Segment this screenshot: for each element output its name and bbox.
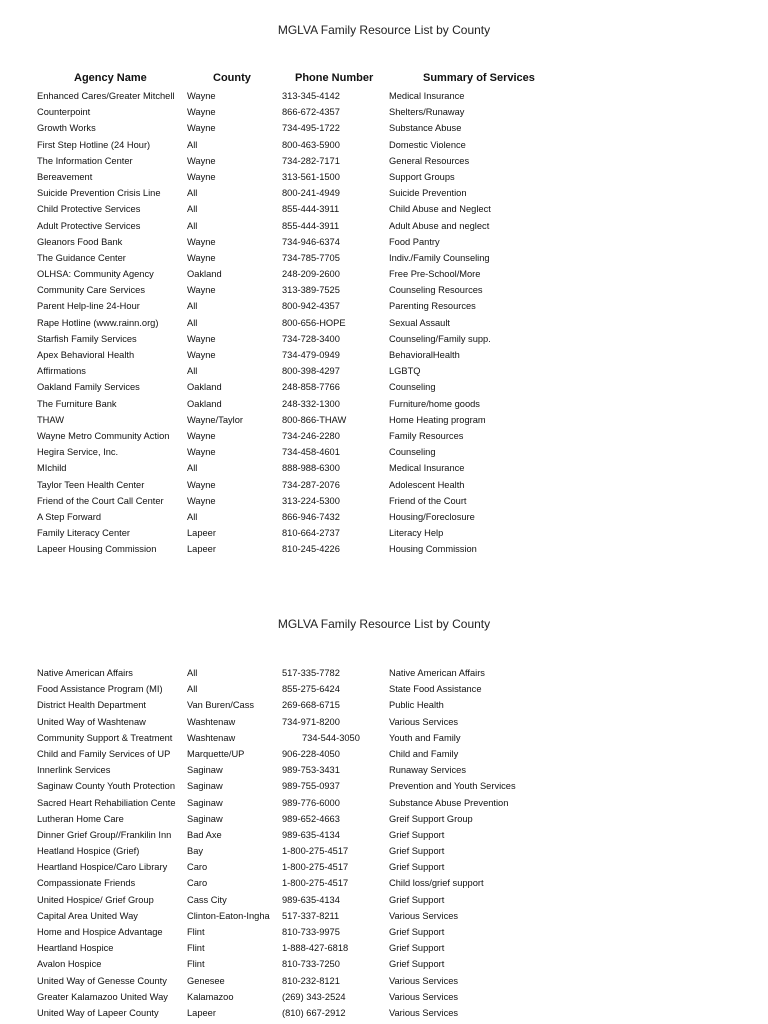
services-cell: Grief Support <box>389 959 445 970</box>
table-row <box>37 859 757 875</box>
phone-number-cell: 734-479-0949 <box>282 350 340 360</box>
agency-name-cell: District Health Department <box>37 700 147 711</box>
services-cell: Various Services <box>389 975 459 986</box>
county-cell: Wayne <box>187 123 216 134</box>
agency-name-cell: United Way of Genesse County <box>37 975 167 986</box>
agency-name-cell: Taylor Teen Health Center <box>37 479 145 490</box>
services-cell: Counseling <box>389 447 436 458</box>
services-cell: Domestic Violence <box>389 139 466 150</box>
services-cell: Housing/Foreclosure <box>389 511 475 522</box>
agency-name-cell: Suicide Prevention Crisis Line <box>37 188 161 199</box>
agency-name-cell: The Furniture Bank <box>37 398 117 409</box>
phone-number-cell: 248-209-2600 <box>282 269 340 280</box>
services-cell: Furniture/home goods <box>389 398 480 409</box>
table-row <box>37 412 757 428</box>
county-cell: Wayne <box>187 447 216 458</box>
services-cell: Grief Support <box>389 829 445 840</box>
table-row <box>37 924 757 940</box>
agency-name-cell: Innerlink Services <box>37 765 111 776</box>
county-cell: All <box>187 317 198 328</box>
county-cell: Flint <box>187 959 205 970</box>
county-cell: All <box>187 301 198 312</box>
table-row <box>37 778 757 794</box>
county-cell: Wayne <box>187 333 216 344</box>
county-cell: All <box>187 220 198 231</box>
resource-table-page-2 <box>37 665 757 1021</box>
county-cell: Washtenaw <box>187 716 236 727</box>
agency-name-cell: The Information Center <box>37 155 133 166</box>
services-cell: LGBTQ <box>389 366 421 377</box>
table-row <box>37 795 757 811</box>
phone-number-cell: 734-458-4601 <box>282 447 340 458</box>
agency-name-cell: Bereavement <box>37 171 93 182</box>
services-cell: Grief Support <box>389 927 445 937</box>
county-cell: Lapeer <box>187 528 216 539</box>
agency-name-cell: Counterpoint <box>37 107 91 118</box>
services-cell: Literacy Help <box>389 528 444 539</box>
phone-number-cell: 810-733-9975 <box>282 927 340 937</box>
services-cell: Grief Support <box>389 862 445 873</box>
county-cell: Marquette/UP <box>187 748 245 759</box>
county-cell: Flint <box>187 927 205 937</box>
phone-number-cell: 906-228-4050 <box>282 748 340 759</box>
table-row <box>37 250 757 266</box>
phone-number-cell: 989-776-6000 <box>282 797 340 808</box>
services-cell: Suicide Prevention <box>389 188 467 199</box>
agency-name-cell: Child and Family Services of UP <box>37 748 171 759</box>
agency-name-cell: Lapeer Housing Commission <box>37 544 157 555</box>
table-row <box>37 363 757 379</box>
county-cell: Lapeer <box>187 544 216 555</box>
services-cell: Counseling <box>389 382 436 393</box>
county-cell: Saginaw <box>187 765 223 776</box>
table-row <box>37 331 757 347</box>
services-cell: Medical Insurance <box>389 463 465 474</box>
phone-number-cell: 800-942-4357 <box>282 301 340 312</box>
county-cell: Saginaw <box>187 797 223 808</box>
agency-name-cell: OLHSA: Community Agency <box>37 269 154 280</box>
county-cell: Oakland <box>187 382 222 393</box>
phone-number-cell: 248-332-1300 <box>282 398 340 409</box>
agency-name-cell: United Way of Lapeer County <box>37 1007 159 1018</box>
table-row <box>37 298 757 314</box>
services-cell: Child and Family <box>389 748 459 759</box>
agency-name-cell: Compassionate Friends <box>37 878 136 889</box>
county-cell: Van Buren/Cass <box>187 700 255 711</box>
phone-number-cell: 800-463-5900 <box>282 139 340 150</box>
agency-name-cell: Food Assistance Program (MI) <box>37 684 163 695</box>
county-cell: Wayne <box>187 155 216 166</box>
county-cell: Wayne <box>187 350 216 360</box>
table-row <box>37 477 757 493</box>
table-row <box>37 541 757 557</box>
services-cell: Grief Support <box>389 943 445 954</box>
table-row <box>37 444 757 460</box>
services-cell: Native American Affairs <box>389 668 485 678</box>
agency-name-cell: Family Literacy Center <box>37 528 130 539</box>
phone-number-cell: 734-971-8200 <box>282 716 340 727</box>
services-cell: Adult Abuse and neglect <box>389 220 490 231</box>
services-cell: Grief Support <box>389 846 445 857</box>
table-row <box>37 875 757 891</box>
county-cell: All <box>187 684 198 695</box>
phone-number-cell: 517-337-8211 <box>282 910 340 921</box>
phone-number-cell: 1-888-427-6818 <box>282 943 349 954</box>
table-row <box>37 266 757 282</box>
county-cell: Wayne <box>187 495 216 506</box>
phone-number-cell: 1-800-275-4517 <box>282 878 349 889</box>
resource-table-page-1 <box>37 88 757 557</box>
phone-number-cell: 313-561-1500 <box>282 171 340 182</box>
services-cell: Child Abuse and Neglect <box>389 204 491 215</box>
services-cell: Substance Abuse <box>389 123 462 134</box>
county-cell: Caro <box>187 862 208 873</box>
services-cell: Food Pantry <box>389 236 440 247</box>
phone-number-cell: 313-345-4142 <box>282 91 340 101</box>
phone-number-cell: 734-246-2280 <box>282 430 340 441</box>
table-row <box>37 697 757 713</box>
agency-name-cell: MIchild <box>37 463 67 474</box>
services-cell: Counseling/Family supp. <box>389 333 491 344</box>
services-cell: Various Services <box>389 716 459 727</box>
table-row <box>37 315 757 331</box>
county-cell: Saginaw <box>187 813 223 824</box>
phone-number-cell: 866-946-7432 <box>282 511 340 522</box>
agency-name-cell: Child Protective Services <box>37 204 141 215</box>
county-cell: Wayne <box>187 236 216 247</box>
table-row <box>37 730 757 746</box>
table-row <box>37 681 757 697</box>
phone-number-cell: 855-444-3911 <box>282 220 340 231</box>
county-cell: Kalamazoo <box>187 991 234 1002</box>
services-cell: Various Services <box>389 1007 459 1018</box>
agency-name-cell: Heartland Hospice <box>37 943 114 954</box>
county-cell: Wayne <box>187 285 216 296</box>
phone-number-cell: 810-733-7250 <box>282 959 340 970</box>
county-cell: All <box>187 463 198 474</box>
agency-name-cell: Community Care Services <box>37 285 145 296</box>
table-row <box>37 347 757 363</box>
county-cell: All <box>187 204 198 215</box>
agency-name-cell: THAW <box>37 414 65 425</box>
page-title: MGLVA Family Resource List by County <box>277 23 491 37</box>
county-cell: Saginaw <box>187 781 223 792</box>
table-row <box>37 843 757 859</box>
phone-number-cell: 855-444-3911 <box>282 204 340 215</box>
table-row <box>37 201 757 217</box>
services-cell: Support Groups <box>389 171 455 182</box>
services-cell: Greif Support Group <box>389 813 473 824</box>
phone-number-cell: 810-664-2737 <box>282 528 340 539</box>
table-row <box>37 88 757 104</box>
agency-name-cell: Community Support & Treatment <box>37 732 173 743</box>
table-row <box>37 525 757 541</box>
services-cell: Home Heating program <box>389 414 486 425</box>
table-row <box>37 428 757 444</box>
agency-name-cell: Friend of the Court Call Center <box>37 495 164 506</box>
table-row <box>37 396 757 412</box>
county-cell: Wayne <box>187 430 216 441</box>
phone-number-cell: 989-755-0937 <box>282 781 340 792</box>
phone-number-cell: 313-224-5300 <box>282 495 340 506</box>
services-cell: Various Services <box>389 991 459 1002</box>
phone-number-cell: (269) 343-2524 <box>282 991 346 1002</box>
county-cell: Wayne <box>187 91 216 101</box>
services-cell: Child loss/grief support <box>389 878 484 889</box>
agency-name-cell: The Guidance Center <box>37 252 126 263</box>
services-cell: Family Resources <box>389 430 464 441</box>
table-row <box>37 714 757 730</box>
agency-name-cell: Growth Works <box>37 123 96 134</box>
header-summary-of-services: Summary of Services <box>423 72 535 84</box>
agency-name-cell: Native American Affairs <box>37 668 133 678</box>
phone-number-cell: 810-232-8121 <box>282 975 340 986</box>
phone-number-cell: 800-241-4949 <box>282 188 340 199</box>
agency-name-cell: United Hospice/ Grief Group <box>37 894 154 905</box>
phone-number-cell: 734-544-3050 <box>302 732 360 743</box>
county-cell: Flint <box>187 943 205 954</box>
header-agency-name: Agency Name <box>74 72 147 84</box>
table-row <box>37 973 757 989</box>
agency-name-cell: Wayne Metro Community Action <box>37 430 170 441</box>
table-row <box>37 989 757 1005</box>
table-row <box>37 234 757 250</box>
agency-name-cell: First Step Hotline (24 Hour) <box>37 139 151 150</box>
county-cell: All <box>187 366 198 377</box>
table-row <box>37 153 757 169</box>
county-cell: Bad Axe <box>187 829 222 840</box>
county-cell: Wayne <box>187 252 216 263</box>
county-cell: All <box>187 139 198 150</box>
services-cell: Indiv./Family Counseling <box>389 252 490 263</box>
table-row <box>37 218 757 234</box>
table-row <box>37 1005 757 1021</box>
services-cell: Housing Commission <box>389 544 477 555</box>
phone-number-cell: 734-728-3400 <box>282 333 340 344</box>
agency-name-cell: Sacred Heart Rehabiliation Cente <box>37 797 176 808</box>
county-cell: All <box>187 668 198 678</box>
phone-number-cell: 800-398-4297 <box>282 366 340 377</box>
phone-number-cell: 1-800-275-4517 <box>282 862 349 873</box>
services-cell: Youth and Family <box>389 732 461 743</box>
county-cell: All <box>187 511 198 522</box>
county-cell: Wayne <box>187 107 216 118</box>
page-title-2: MGLVA Family Resource List by County <box>277 617 491 631</box>
table-row <box>37 120 757 136</box>
header-phone-number: Phone Number <box>295 72 374 84</box>
agency-name-cell: Avalon Hospice <box>37 959 102 970</box>
phone-number-cell: 810-245-4226 <box>282 544 340 555</box>
agency-name-cell: Affirmations <box>37 366 86 377</box>
county-cell: Wayne/Taylor <box>187 414 243 425</box>
agency-name-cell: Parent Help-line 24-Hour <box>37 301 140 312</box>
services-cell: Public Health <box>389 700 444 711</box>
agency-name-cell: Gleanors Food Bank <box>37 236 123 247</box>
services-cell: BehavioralHealth <box>389 350 460 360</box>
table-row <box>37 460 757 476</box>
services-cell: Grief Support <box>389 894 445 905</box>
agency-name-cell: Dinner Grief Group//Frankilin Inn <box>37 829 172 840</box>
phone-number-cell: 313-389-7525 <box>282 285 340 296</box>
agency-name-cell: Apex Behavioral Health <box>37 350 135 360</box>
table-row <box>37 137 757 153</box>
county-cell: Bay <box>187 846 204 857</box>
table-row <box>37 104 757 120</box>
table-row <box>37 811 757 827</box>
agency-name-cell: Heatland Hospice (Grief) <box>37 846 140 857</box>
services-cell: Medical Insurance <box>389 91 465 101</box>
phone-number-cell: 989-753-3431 <box>282 765 340 776</box>
table-row <box>37 956 757 972</box>
header-county: County <box>213 72 251 84</box>
table-row <box>37 185 757 201</box>
phone-number-cell: 855-275-6424 <box>282 684 340 695</box>
services-cell: Substance Abuse Prevention <box>389 797 509 808</box>
agency-name-cell: Heartland Hospice/Caro Library <box>37 862 168 873</box>
services-cell: Friend of the Court <box>389 495 467 506</box>
agency-name-cell: Hegira Service, Inc. <box>37 447 119 458</box>
county-cell: Caro <box>187 878 208 889</box>
agency-name-cell: Home and Hospice Advantage <box>37 927 163 937</box>
phone-number-cell: 989-635-4134 <box>282 829 340 840</box>
phone-number-cell: 888-988-6300 <box>282 463 340 474</box>
county-cell: Cass City <box>187 894 227 905</box>
table-row <box>37 169 757 185</box>
agency-name-cell: United Way of Washtenaw <box>37 716 146 727</box>
county-cell: Genesee <box>187 975 225 986</box>
county-cell: Lapeer <box>187 1007 216 1018</box>
phone-number-cell: 734-287-2076 <box>282 479 340 490</box>
phone-number-cell: 989-635-4134 <box>282 894 340 905</box>
table-row <box>37 509 757 525</box>
county-cell: Oakland <box>187 269 222 280</box>
county-cell: Washtenaw <box>187 732 236 743</box>
agency-name-cell: Starfish Family Services <box>37 333 137 344</box>
table-row <box>37 827 757 843</box>
agency-name-cell: Enhanced Cares/Greater Mitchell <box>37 91 175 101</box>
services-cell: State Food Assistance <box>389 684 482 695</box>
table-row <box>37 282 757 298</box>
table-row <box>37 379 757 395</box>
table-row <box>37 762 757 778</box>
phone-number-cell: 1-800-275-4517 <box>282 846 349 857</box>
services-cell: Counseling Resources <box>389 285 483 296</box>
services-cell: Prevention and Youth Services <box>389 781 516 792</box>
phone-number-cell: 734-785-7705 <box>282 252 340 263</box>
agency-name-cell: Adult Protective Services <box>37 220 141 231</box>
table-row <box>37 746 757 762</box>
table-row <box>37 493 757 509</box>
agency-name-cell: Oakland Family Services <box>37 382 140 393</box>
phone-number-cell: (810) 667-2912 <box>282 1007 346 1018</box>
county-cell: Oakland <box>187 398 222 409</box>
agency-name-cell: Rape Hotline (www.rainn.org) <box>37 317 159 328</box>
county-cell: Wayne <box>187 479 216 490</box>
county-cell: All <box>187 188 198 199</box>
phone-number-cell: 989-652-4663 <box>282 813 340 824</box>
services-cell: Shelters/Runaway <box>389 107 465 118</box>
phone-number-cell: 800-866-THAW <box>282 414 347 425</box>
agency-name-cell: A Step Forward <box>37 511 102 522</box>
phone-number-cell: 800-656-HOPE <box>282 317 346 328</box>
services-cell: Sexual Assault <box>389 317 450 328</box>
services-cell: Parenting Resources <box>389 301 476 312</box>
services-cell: Adolescent Health <box>389 479 465 490</box>
table-row <box>37 908 757 924</box>
agency-name-cell: Lutheran Home Care <box>37 813 124 824</box>
county-cell: Wayne <box>187 171 216 182</box>
phone-number-cell: 248-858-7766 <box>282 382 340 393</box>
phone-number-cell: 866-672-4357 <box>282 107 340 118</box>
phone-number-cell: 269-668-6715 <box>282 700 340 711</box>
services-cell: General Resources <box>389 155 470 166</box>
agency-name-cell: Capital Area United Way <box>37 910 138 921</box>
phone-number-cell: 517-335-7782 <box>282 668 340 678</box>
phone-number-cell: 734-282-7171 <box>282 155 340 166</box>
phone-number-cell: 734-946-6374 <box>282 236 340 247</box>
agency-name-cell: Greater Kalamazoo United Way <box>37 991 168 1002</box>
table-row <box>37 665 757 681</box>
phone-number-cell: 734-495-1722 <box>282 123 340 134</box>
county-cell: Clinton-Eaton-Ingha <box>187 910 270 921</box>
table-row <box>37 940 757 956</box>
agency-name-cell: Saginaw County Youth Protection <box>37 781 176 792</box>
services-cell: Various Services <box>389 910 459 921</box>
services-cell: Free Pre-School/More <box>389 269 481 280</box>
table-row <box>37 892 757 908</box>
services-cell: Runaway Services <box>389 765 466 776</box>
